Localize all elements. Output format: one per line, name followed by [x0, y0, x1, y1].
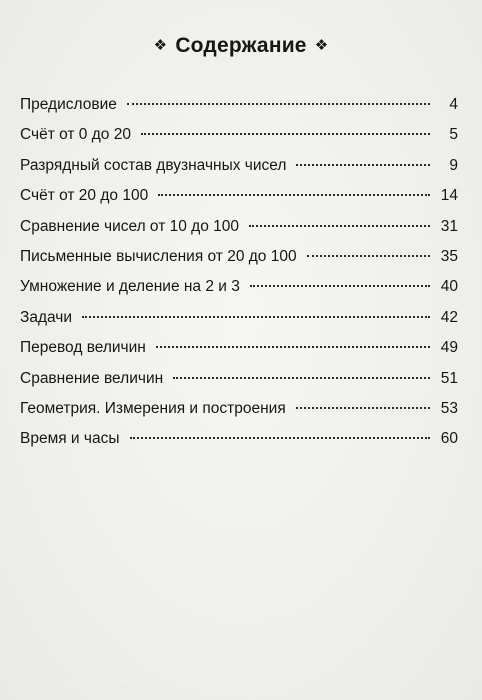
- dot-leader: [296, 164, 430, 166]
- toc-entry-title: Разрядный состав двузначных чисел: [20, 156, 287, 174]
- toc-entry-title: Геометрия. Измерения и построения: [20, 399, 286, 417]
- dot-leader: [250, 285, 430, 287]
- page-title: [0, 34, 482, 58]
- dot-leader: [173, 377, 430, 379]
- toc-entry[interactable]: [20, 272, 458, 302]
- toc-entry[interactable]: [20, 333, 458, 363]
- diamond-ornament-icon: ❖: [314, 37, 329, 54]
- diamond-ornament-icon: ❖: [153, 37, 168, 54]
- toc-entry[interactable]: [20, 212, 458, 242]
- dot-leader: [130, 437, 431, 439]
- toc-entry-page: 5: [449, 126, 458, 144]
- toc-entry-page: 14: [440, 187, 458, 205]
- title-text: Содержание: [175, 34, 307, 57]
- toc-entry[interactable]: [20, 242, 458, 272]
- toc-entry[interactable]: [20, 181, 458, 211]
- toc-entry-page: 60: [440, 430, 458, 448]
- dot-leader: [158, 194, 430, 196]
- dot-leader: [296, 407, 430, 409]
- toc-entry-title: Время и часы: [20, 430, 120, 448]
- dot-leader: [141, 133, 430, 135]
- toc-entry-title: Умножение и деление на 2 и 3: [20, 278, 240, 296]
- toc-entry-page: 9: [449, 156, 458, 174]
- toc-entry-title: Сравнение величин: [20, 369, 164, 387]
- toc-entry-page: 51: [440, 369, 458, 387]
- toc-entry[interactable]: [20, 303, 458, 333]
- dot-leader: [127, 103, 430, 105]
- toc-entry-title: Письменные вычисления от 20 до 100: [20, 247, 297, 265]
- toc-entry[interactable]: [20, 120, 458, 150]
- toc-entry-title: Перевод величин: [20, 339, 146, 357]
- toc-entry[interactable]: [20, 90, 458, 120]
- dot-leader: [307, 255, 430, 257]
- toc-entry-title: Сравнение чисел от 10 до 100: [20, 217, 239, 235]
- table-of-contents: [20, 90, 458, 455]
- toc-entry-title: Счёт от 0 до 20: [20, 126, 131, 144]
- toc-entry-page: 4: [449, 96, 458, 113]
- toc-entry[interactable]: [20, 364, 458, 394]
- toc-entry-page: 40: [440, 278, 458, 296]
- toc-entry-page: 35: [440, 247, 458, 265]
- toc-entry-page: 49: [440, 339, 458, 357]
- toc-entry-page: 42: [440, 308, 458, 326]
- dot-leader: [156, 346, 430, 348]
- toc-entry-title: Задачи: [20, 308, 73, 326]
- dot-leader: [249, 225, 430, 227]
- toc-entry-title: Предисловие: [20, 96, 117, 113]
- toc-entry[interactable]: [20, 424, 458, 454]
- dot-leader: [82, 316, 430, 318]
- toc-entry-page: 31: [440, 217, 458, 235]
- toc-entry[interactable]: [20, 394, 458, 424]
- toc-entry-page: 53: [440, 399, 458, 417]
- toc-entry[interactable]: [20, 151, 458, 181]
- toc-entry-title: Счёт от 20 до 100: [20, 187, 149, 205]
